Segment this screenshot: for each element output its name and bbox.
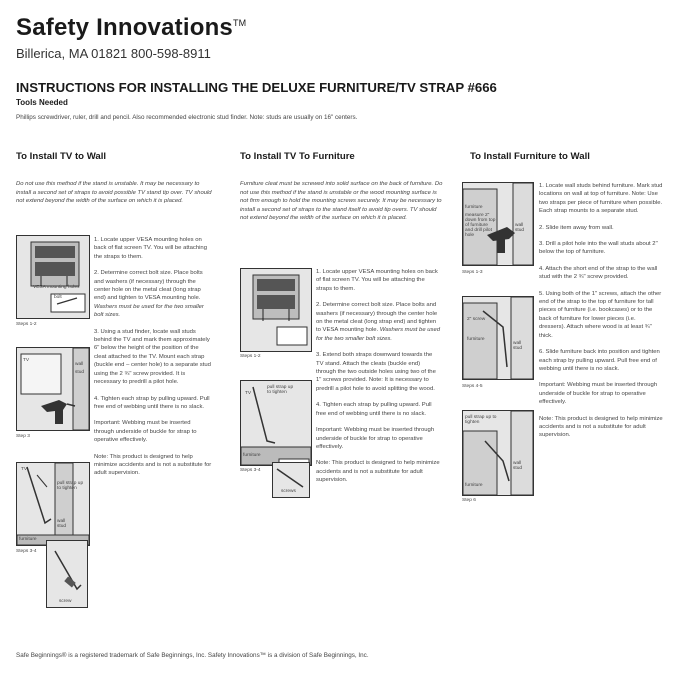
fig1-bolt-label: bolt: [54, 295, 62, 300]
fig2-tv-label: TV: [23, 358, 30, 363]
trademark-mark: TM: [232, 18, 247, 28]
col2-step-1: 1. Locate upper VESA mounting holes on back of flat screen TV. You will be attaching the straps to them.: [316, 269, 438, 292]
col1-fig2-caption: Step 3: [16, 434, 30, 439]
tools-text: Phillips screwdriver, ruler, drill and pencil. Also recommended electronic stud finder. Note: studs are usually on 16" centers.: [16, 114, 358, 121]
page-title: INSTRUCTIONS FOR INSTALLING THE DELUXE FURNITURE/TV STRAP #666: [16, 80, 497, 95]
col2-fig2-screws-label: screws: [281, 489, 296, 494]
col3-fig2-wall-label: wall stud: [513, 341, 523, 351]
col1-figure-steps-3-4: [16, 462, 90, 546]
col3-fig2-caption: Steps 4-5: [462, 384, 483, 389]
col3-step-4: 4. Attach the short end of the strap to the wall stud with the 2 ¾" screw provided.: [539, 265, 658, 281]
col3-step-2: 2. Slide item away from wall.: [539, 224, 614, 231]
col1-heading: To Install TV to Wall: [16, 151, 107, 162]
col3-step-1: 1. Locate wall studs behind furniture. Mark stud locations on wall at top of furniture. Note: Use two straps per piece of furniture when possible. Each strap mounts to a separate stud.: [539, 183, 663, 215]
col2-step-3: 3. Extend both straps downward towards the TV stand. Attach the cleats (buckle end) through the two outside holes using two of the 1" screws provided. Note: It is necessary to predrill a pilot hole to avoid splitting the wood.: [316, 352, 436, 392]
col3-fig1-furniture-label: furniture: [465, 205, 483, 210]
col3-fig3-caption: Step 6: [462, 498, 476, 503]
fig3-furniture-label: furniture: [19, 537, 37, 542]
footer-trademark: Safe Beginnings® is a registered trademark of Safe Beginnings, Inc. Safety Innovations™ is a division of Safe Beginnings, Inc.: [16, 652, 369, 659]
col3-fig3-pull-label: pull strap up to tighten: [465, 415, 497, 425]
col2-warning: Furniture cleat must be screwed into solid surface on the back of furniture. Do not use this method if the stand is unstable or the wood mounting surface is not firm enough to hold the mounting screws securely. It may be necessary to install a second set of straps to the stand itself to avoid tip overs. TV should not extend beyond the width of the surface on which it is placed.: [240, 181, 443, 222]
col3-heading: To Install Furniture to Wall: [470, 151, 590, 162]
col2-note: Note: This product is designed to help minimize accidents and is not a substitute for adult supervision.: [316, 460, 440, 484]
brand-name: Safety Innovations™: [16, 14, 247, 41]
col3-step-3: 3. Drill a pilot hole into the wall studs about 2" below the top of furniture.: [539, 241, 658, 256]
col1-step-1: 1. Locate upper VESA mounting holes on back of flat screen TV. You will be attaching the straps to them.: [94, 237, 207, 260]
col2-heading: To Install TV To Furniture: [240, 151, 355, 162]
col1-figure-screw-detail: [46, 540, 88, 608]
col2-step-4: 4. Tighten each strap by pulling upward. Pull free end of webbing until there is no slack.: [316, 402, 432, 417]
fig3-screw-label: screw: [59, 599, 72, 604]
col2-figure-steps-1-2: [240, 268, 312, 352]
col1-figure-step-3: [16, 347, 90, 431]
col1-fig3-caption: Steps 3-4: [16, 549, 37, 554]
col3-figure-steps-4-5: [462, 296, 534, 380]
col1-step-4: 4. Tighten each strap by pulling upward. Pull free end of webbing until there is no slack.: [94, 395, 210, 410]
col1-figure-steps-1-2: [16, 235, 90, 319]
fig2-wall-label: wall: [75, 362, 84, 367]
col1-step-2: 2. Determine correct bolt size. Place bolts and washers (if necessary) through the center hole on the metal cleat (long strap end) and tighten to VESA mounting hole. Washers must be used for the two smaller bolt sizes.: [94, 270, 204, 319]
col3-step-6: 6. Slide furniture back into position and tighten each strap by pulling upward. Pull free end of webbing until there is no slack.: [539, 349, 660, 372]
col2-fig1-caption: Steps 1-2: [240, 354, 261, 359]
col1-step-3: 3. Using a stud finder, locate wall studs behind the TV and mark them approximately 6" below the height of the position of the cleat attached to the TV. Mount each strap (buckle end – center hole) to a separate stud using the 2 ¾" screw provided. It is necessary to predrill a pilot hole.: [94, 328, 211, 386]
fig1-vesa-label: VESA mounting holes: [33, 285, 80, 290]
col1-warning: Do not use this method if the stand is unstable. It may be necessary to install a second set of straps to avoid possible TV stand tip over. TV should not extend beyond the width of the surface on which it is placed.: [16, 181, 212, 205]
company-address: Billerica, MA 01821 800-598-8911: [16, 46, 211, 61]
col3-fig1-wall-label: wall stud: [515, 223, 525, 233]
col1-important: Important: Webbing must be inserted through underside of buckle for strap to operative effectively.: [94, 420, 197, 444]
col2-fig2-pull-label: pull strap up to tighten: [267, 385, 294, 395]
col3-figure-step-6: [462, 410, 534, 496]
col2-step-list: [316, 268, 440, 493]
col2-important: Important: Webbing must be inserted through underside of buckle for strap to operative effectively.: [316, 427, 435, 450]
col2-fig2-tv-label: TV: [245, 391, 252, 396]
col3-important: Important: Webbing must be inserted through underside of buckle for strap to operative effectively.: [539, 382, 658, 406]
fig3-tv-label: TV: [21, 467, 28, 472]
col3-step-list: [539, 182, 663, 448]
fig2-stud-label: stud: [75, 370, 85, 375]
col2-figure-screws-detail: [272, 462, 310, 498]
tools-heading: Tools Needed: [16, 98, 68, 107]
col1-step-list: [94, 236, 212, 486]
col2-step-2: 2. Determine correct bolt size. Place bolts and washers (if necessary) through the center hole on the metal cleat (long strap end) and tighten to VESA mounting hole. Washers must be used for the two smaller bolt sizes.: [316, 302, 441, 342]
col3-figure-steps-1-3: [462, 182, 534, 266]
fig3-pull-label: pull strap up to tighten: [57, 481, 84, 491]
fig3-wall-label: wall stud: [57, 519, 67, 529]
col3-step-5: 5. Using both of the 1" screws, attach the other end of the strap to the top of furniture for tall pieces of furniture (i.e. bookcases) or to the back of furniture for lower pieces (i.e. dressers). Attach where wood is at least ¾" thick.: [539, 290, 662, 339]
col2-fig2-furniture-label: furniture: [243, 453, 261, 458]
col1-fig1-caption: Steps 1-2: [16, 322, 37, 327]
col1-note: Note: This product is designed to help minimize accidents and is not a substitute for adult supervision.: [94, 453, 212, 477]
col3-fig1-mark-label: measure 2" down from top of furniture and drill pilot hole: [465, 213, 496, 238]
col2-figure-steps-3-4: [240, 380, 312, 466]
col3-fig3-wall-label: wall stud: [513, 461, 523, 471]
col3-note: Note: This product is designed to help minimize accidents and is not a substitute for adult supervision.: [539, 415, 663, 439]
col3-fig2-screw-label: 2" screw: [467, 317, 486, 322]
col3-fig1-caption: Steps 1-3: [462, 270, 483, 275]
col3-fig3-furniture-label: furniture: [465, 483, 483, 488]
col3-fig2-furniture-label: furniture: [467, 337, 485, 342]
col2-fig2-caption: Steps 3-4: [240, 468, 261, 473]
